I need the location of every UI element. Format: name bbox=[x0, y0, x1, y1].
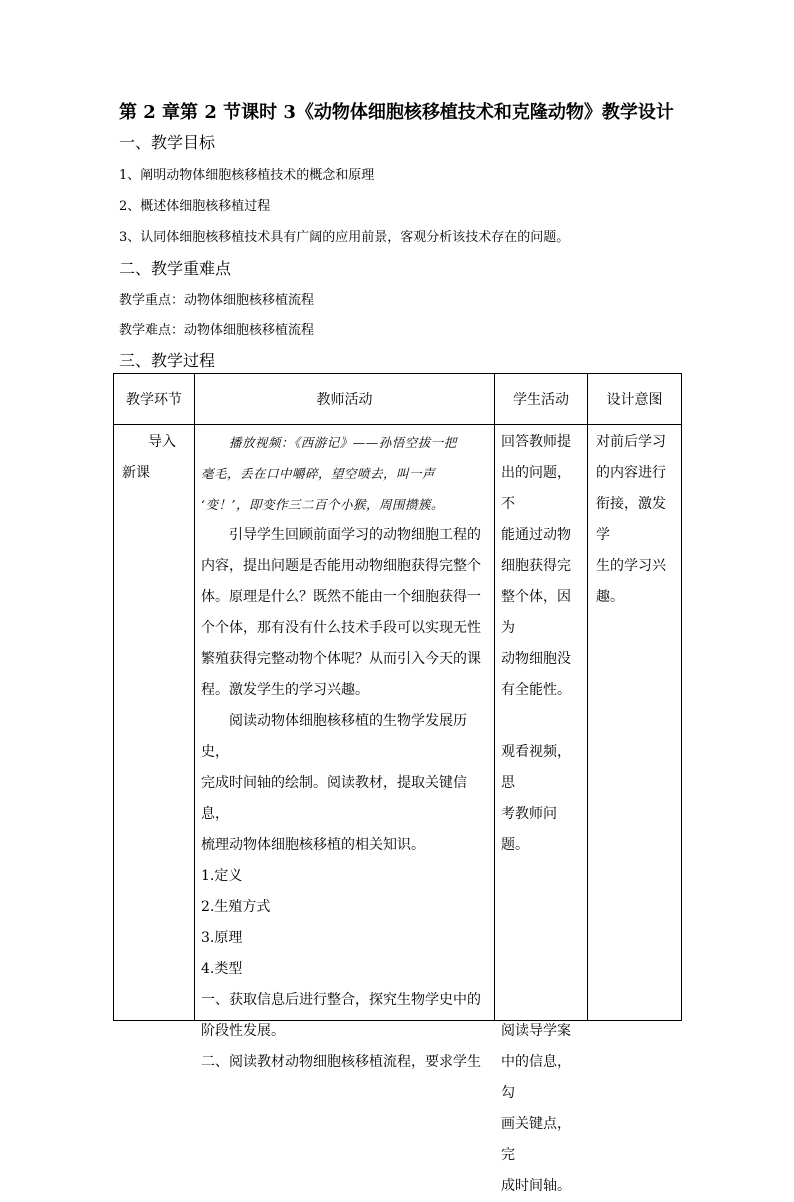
guide-line: 内容，提出问题是否能用动物细胞获得完整个 bbox=[201, 558, 481, 574]
watch-line: 观看视频，思 bbox=[501, 744, 571, 791]
answer-line: 有全能性。 bbox=[501, 682, 571, 698]
header-intent: 设计意图 bbox=[588, 374, 682, 425]
intent-line: 对前后学习 bbox=[596, 434, 666, 450]
video-line: 毫毛，丢在口中嚼碎，望空喷去，叫一声 bbox=[201, 466, 436, 481]
list-item: 3.原理 bbox=[201, 930, 243, 946]
answer-line: 细胞获得完 bbox=[501, 558, 571, 574]
read-line: 梳理动物体细胞核移植的相关知识。 bbox=[201, 837, 425, 853]
stage-line: 新课 bbox=[122, 465, 150, 481]
intent-line: 生的学习兴 bbox=[596, 558, 666, 574]
stage-cell bbox=[114, 425, 195, 1021]
guide-line: 程。激发学生的学习兴趣。 bbox=[201, 682, 369, 698]
video-line: ‘变！’，即变作三二百个小猴，周围攒簇。 bbox=[201, 497, 444, 512]
objectives-heading: 一、教学目标 bbox=[119, 133, 216, 152]
list-item: 2.生殖方式 bbox=[201, 899, 271, 915]
guide-line: 引导学生回顾前面学习的动物细胞工程的 bbox=[229, 527, 481, 543]
design-intent-cell bbox=[588, 425, 682, 1021]
teaching-focus: 教学重点：动物体细胞核移植流程 bbox=[119, 293, 315, 308]
task-line: 阶段性发展。 bbox=[201, 1023, 285, 1039]
read-guide-line: 画关键点，完 bbox=[501, 1116, 571, 1163]
list-item: 1.定义 bbox=[201, 868, 243, 884]
read-line: 完成时间轴的绘制。阅读教材，提取关键信息， bbox=[201, 775, 467, 822]
guide-line: 繁殖获得完整动物个体呢？从而引入今天的课 bbox=[201, 651, 481, 667]
table-header-row bbox=[114, 374, 682, 425]
task-line: 一、获取信息后进行整合，探究生物学史中的 bbox=[201, 992, 481, 1008]
guide-line: 个个体，那有没有什么技术手段可以实现无性 bbox=[201, 620, 481, 636]
intent-line: 衔接，激发学 bbox=[596, 496, 666, 543]
answer-line: 出的问题，不 bbox=[501, 465, 571, 512]
objective-item: 2、概述体细胞核移植过程 bbox=[119, 199, 271, 214]
header-student: 学生活动 bbox=[495, 374, 588, 425]
key-points-heading: 二、教学重难点 bbox=[119, 259, 232, 278]
process-heading: 三、教学过程 bbox=[119, 351, 216, 370]
answer-line: 动物细胞没 bbox=[501, 651, 571, 667]
stage-line: 导入 bbox=[148, 434, 176, 450]
answer-line: 能通过动物 bbox=[501, 527, 571, 543]
teacher-activity-cell bbox=[195, 425, 495, 1070]
read-line: 阅读动物体细胞核移植的生物学发展历史， bbox=[201, 713, 467, 760]
teaching-difficulty: 教学难点：动物体细胞核移植流程 bbox=[119, 323, 315, 338]
video-line: 播放视频：《西游记》——孙悟空拔一把 bbox=[229, 435, 457, 450]
read-guide-line: 阅读导学案 bbox=[501, 1023, 571, 1039]
read-guide-line: 成时间轴。 bbox=[501, 1178, 571, 1194]
objective-item: 3、认同体细胞核移植技术具有广阔的应用前景，客观分析该技术存在的问题。 bbox=[119, 230, 570, 245]
teaching-process-table bbox=[113, 373, 682, 1194]
header-teacher: 教师活动 bbox=[195, 374, 495, 425]
guide-line: 体。原理是什么？既然不能由一个细胞获得一 bbox=[201, 589, 481, 605]
answer-line: 整个体，因为 bbox=[501, 589, 571, 636]
task-line: 二、阅读教材动物细胞核移植流程，要求学生 bbox=[201, 1054, 481, 1070]
table-row bbox=[114, 425, 682, 1021]
intent-line: 的内容进行 bbox=[596, 465, 666, 481]
list-item: 4.类型 bbox=[201, 961, 243, 977]
objective-item: 1、阐明动物体细胞核移植技术的概念和原理 bbox=[119, 168, 375, 183]
student-activity-cell bbox=[495, 425, 588, 1194]
watch-line: 考教师问题。 bbox=[501, 806, 557, 853]
intent-line: 趣。 bbox=[596, 589, 624, 605]
answer-line: 回答教师提 bbox=[501, 434, 571, 450]
read-guide-line: 中的信息，勾 bbox=[501, 1054, 571, 1101]
header-stage: 教学环节 bbox=[114, 374, 195, 425]
document-title: 第 2 章第 2 节课时 3《动物体细胞核移植技术和克隆动物》教学设计 bbox=[119, 102, 674, 123]
